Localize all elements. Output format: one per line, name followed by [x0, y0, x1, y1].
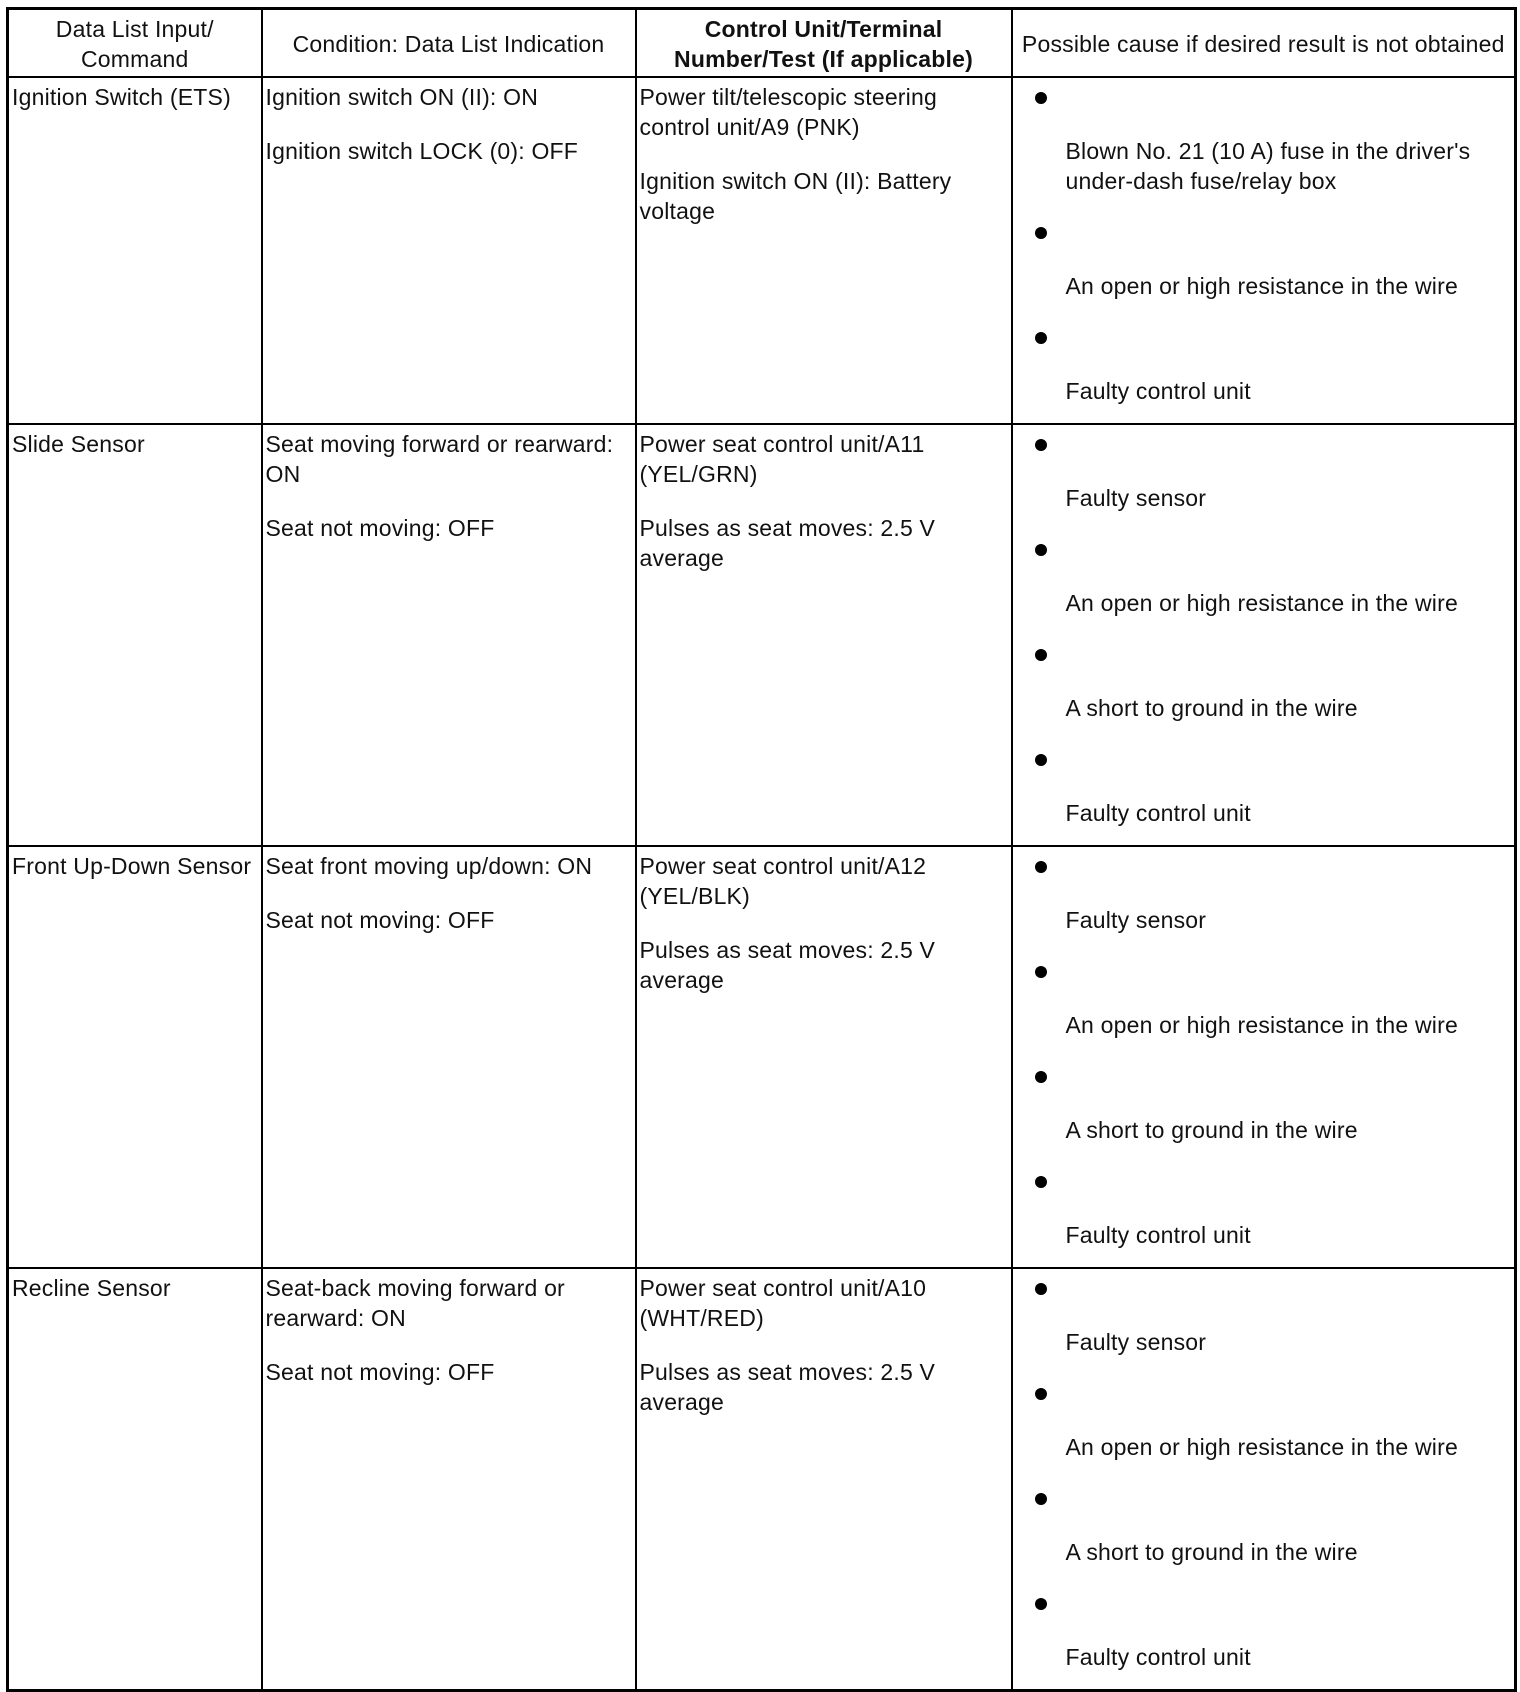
input-cell	[8, 77, 262, 424]
bullet-icon	[1035, 332, 1047, 344]
cause-text: Faulty sensor	[1065, 485, 1207, 511]
header-condition: Condition: Data List Indication	[262, 9, 636, 78]
condition-cell	[262, 424, 636, 846]
cause-item	[1013, 1584, 1515, 1689]
cause-text: An open or high resistance in the wire	[1065, 1012, 1458, 1038]
condition-text: Seat not moving: OFF	[265, 907, 495, 933]
control-text: Power seat control unit/A10 (WHT/RED)	[639, 1275, 927, 1331]
input-text: Front Up-Down Sensor	[12, 853, 252, 879]
control-text: Pulses as seat moves: 2.5 V average	[639, 515, 936, 571]
table-row	[8, 77, 1516, 424]
cause-item	[1013, 1162, 1515, 1267]
condition-cell	[262, 846, 636, 1268]
condition-cell	[262, 77, 636, 424]
cause-item	[1013, 1479, 1515, 1584]
cause-item	[1013, 1269, 1515, 1374]
condition-text: Seat moving forward or rearward: ON	[265, 431, 614, 487]
cause-text: An open or high resistance in the wire	[1065, 1434, 1458, 1460]
bullet-icon	[1035, 439, 1047, 451]
cause-text: A short to ground in the wire	[1065, 1539, 1358, 1565]
control-cell	[636, 77, 1012, 424]
cause-text: Faulty sensor	[1065, 907, 1207, 933]
control-cell	[636, 1268, 1012, 1691]
bullet-icon	[1035, 92, 1047, 104]
header-possible-cause: Possible cause if desired result is not obtained	[1012, 9, 1516, 78]
cause-text: An open or high resistance in the wire	[1065, 590, 1458, 616]
bullet-icon	[1035, 544, 1047, 556]
condition-text: Seat not moving: OFF	[265, 1359, 495, 1385]
input-text: Ignition Switch (ETS)	[12, 84, 231, 110]
control-text: Pulses as seat moves: 2.5 V average	[639, 1359, 936, 1415]
cause-text: A short to ground in the wire	[1065, 1117, 1358, 1143]
causes-cell	[1012, 424, 1516, 846]
cause-text: Faulty sensor	[1065, 1329, 1207, 1355]
bullet-icon	[1035, 1388, 1047, 1400]
cause-text: Faulty control unit	[1065, 378, 1251, 404]
causes-cell	[1012, 77, 1516, 424]
cause-item	[1013, 1374, 1515, 1479]
table-header-row	[8, 9, 1516, 78]
control-text: Pulses as seat moves: 2.5 V average	[639, 937, 936, 993]
condition-text: Seat-back moving forward or rearward: ON	[265, 1275, 565, 1331]
control-text: Power tilt/telescopic steering control unit/A9 (PNK)	[639, 84, 937, 140]
condition-cell	[262, 1268, 636, 1691]
cause-item	[1013, 635, 1515, 740]
cause-text: An open or high resistance in the wire	[1065, 273, 1458, 299]
table-row	[8, 1268, 1516, 1691]
cause-item	[1013, 78, 1515, 213]
cause-text: Faulty control unit	[1065, 1644, 1251, 1670]
bullet-icon	[1035, 754, 1047, 766]
input-cell	[8, 846, 262, 1268]
input-text: Slide Sensor	[12, 431, 145, 457]
cause-text: Faulty control unit	[1065, 1222, 1251, 1248]
input-cell	[8, 1268, 262, 1691]
bullet-icon	[1035, 1598, 1047, 1610]
cause-item	[1013, 213, 1515, 318]
cause-item	[1013, 847, 1515, 952]
condition-text: Ignition switch LOCK (0): OFF	[265, 138, 579, 164]
cause-text: Blown No. 21 (10 A) fuse in the driver's under-dash fuse/relay box	[1065, 138, 1471, 194]
bullet-icon	[1035, 1176, 1047, 1188]
condition-text: Seat not moving: OFF	[265, 515, 495, 541]
cause-item	[1013, 1057, 1515, 1162]
bullet-icon	[1035, 649, 1047, 661]
cause-item	[1013, 318, 1515, 423]
cause-item	[1013, 952, 1515, 1057]
header-control-unit: Control Unit/Terminal Number/Test (If applicable)	[636, 9, 1012, 78]
control-text: Ignition switch ON (II): Battery voltage	[639, 168, 952, 224]
data-list-table	[6, 7, 1517, 1692]
bullet-icon	[1035, 1493, 1047, 1505]
control-cell	[636, 846, 1012, 1268]
data-list-table-wrapper	[6, 7, 1514, 1670]
control-text: Power seat control unit/A11 (YEL/GRN)	[639, 431, 925, 487]
bullet-icon	[1035, 1283, 1047, 1295]
causes-cell	[1012, 846, 1516, 1268]
cause-item	[1013, 530, 1515, 635]
bullet-icon	[1035, 966, 1047, 978]
control-text: Power seat control unit/A12 (YEL/BLK)	[639, 853, 927, 909]
bullet-icon	[1035, 1071, 1047, 1083]
cause-text: Faulty control unit	[1065, 800, 1251, 826]
table-row	[8, 424, 1516, 846]
cause-text: A short to ground in the wire	[1065, 695, 1358, 721]
table-row	[8, 846, 1516, 1268]
condition-text: Seat front moving up/down: ON	[265, 853, 593, 879]
bullet-icon	[1035, 227, 1047, 239]
condition-text: Ignition switch ON (II): ON	[265, 84, 539, 110]
bullet-icon	[1035, 861, 1047, 873]
cause-item	[1013, 740, 1515, 845]
header-input: Data List Input/ Command	[8, 9, 262, 78]
control-cell	[636, 424, 1012, 846]
input-text: Recline Sensor	[12, 1275, 171, 1301]
cause-item	[1013, 425, 1515, 530]
input-cell	[8, 424, 262, 846]
causes-cell	[1012, 1268, 1516, 1691]
